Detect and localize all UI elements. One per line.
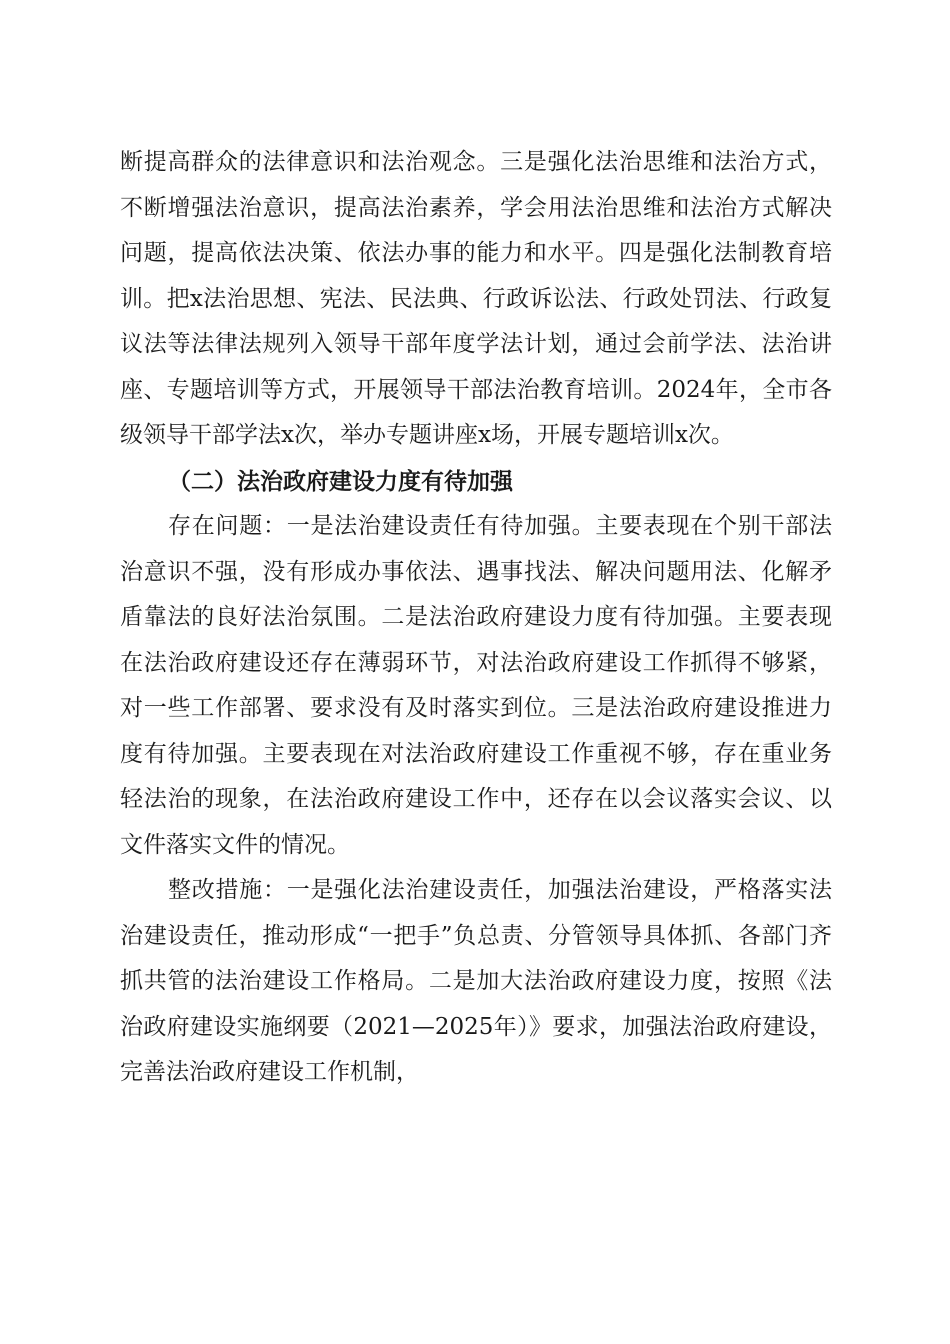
paragraph-measures: 整改措施：一是强化法治建设责任，加强法治建设，严格落实法治建设责任，推动形成“一把手”负总责、分管领导具体抓、各部门齐抓共管的法治建设工作格局。二是加大法治政府建设力度，按照《法治政府建设实施纲要（2021—2025年）》要求，加强法治政府建设，完善法治政府建设工作机制， [120, 877, 832, 1085]
document-body [120, 140, 832, 1096]
paragraph-continuation: 断提高群众的法律意识和法治观念。三是强化法治思维和法治方式，不断增强法治意识，提高法治素养，学会用法治思维和法治方式解决问题，提高依法决策、依法办事的能力和水平。四是强化法制教育培训。把x法治思想、宪法、民法典、行政诉讼法、行政处罚法、行政复议法等法律法规列入领导干部年度学法计划，通过会前学法、法治讲座、专题培训等方式，开展领导干部法治教育培训。2024年，全市各级领导干部学法x次，举办专题讲座x场，开展专题培训x次。 [120, 149, 832, 448]
paragraph-problems: 存在问题：一是法治建设责任有待加强。主要表现在个别干部法治意识不强，没有形成办事依法、遇事找法、解决问题用法、化解矛盾靠法的良好法治氛围。二是法治政府建设力度有待加强。主要表现在法治政府建设还存在薄弱环节，对法治政府建设工作抓得不够紧，对一些工作部署、要求没有及时落实到位。三是法治政府建设推进力度有待加强。主要表现在对法治政府建设工作重视不够，存在重业务轻法治的现象，在法治政府建设工作中，还存在以会议落实会议、以文件落实文件的情况。 [120, 513, 832, 858]
section-heading: （二）法治政府建设力度有待加强 [168, 467, 513, 495]
